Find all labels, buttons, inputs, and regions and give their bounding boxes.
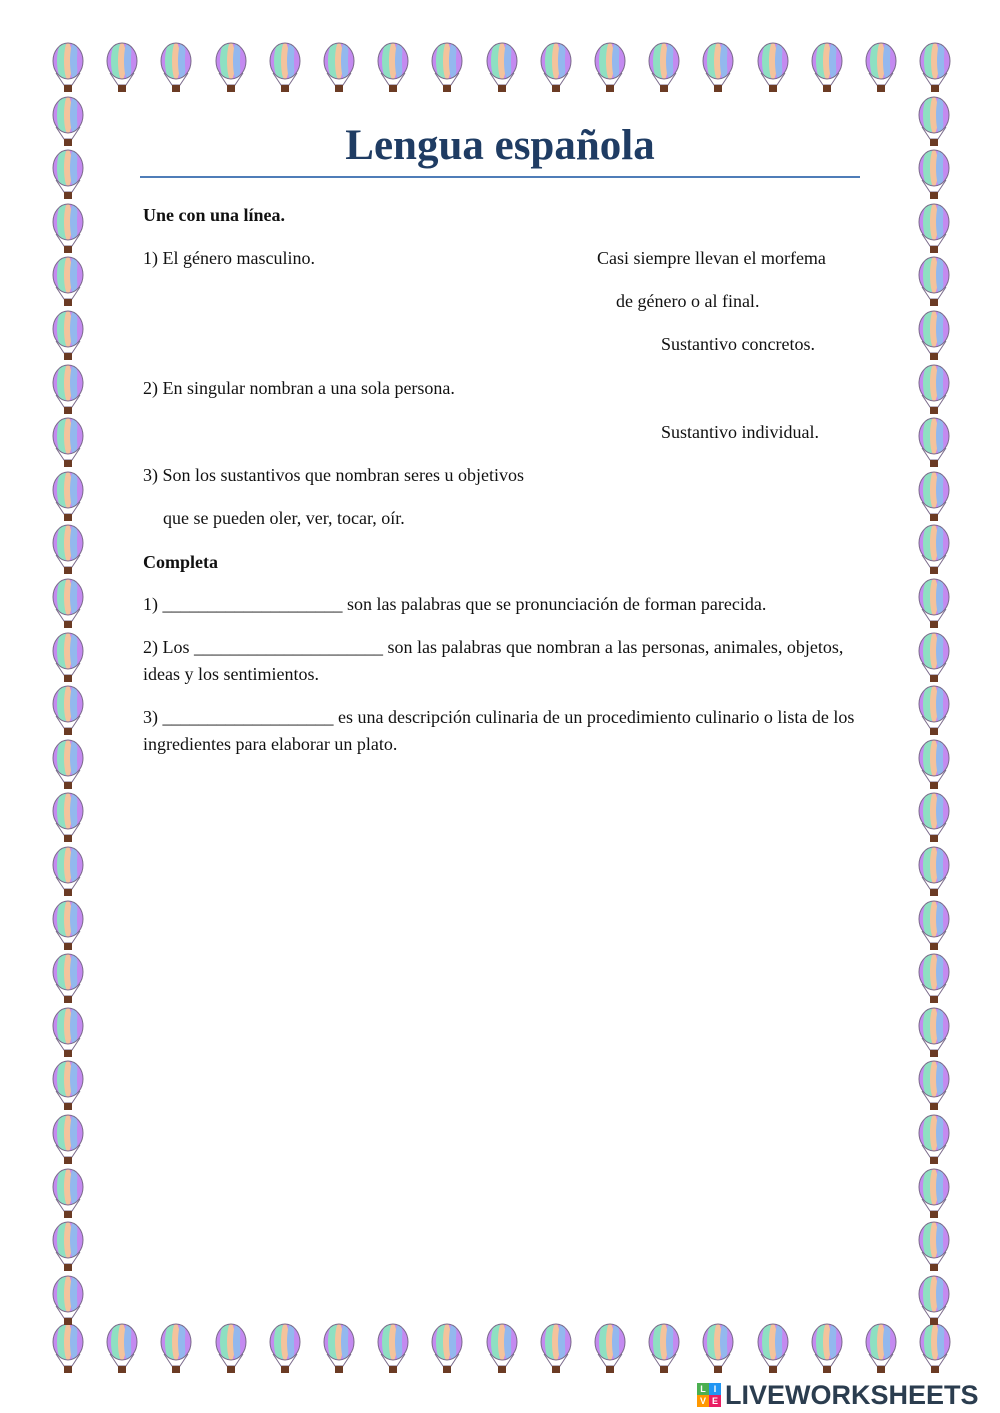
hot-air-balloon-icon (51, 1168, 85, 1224)
match-right-item-2: Sustantivo concretos. (661, 334, 815, 354)
hot-air-balloon-icon (51, 203, 85, 259)
section-heading-completa: Completa (143, 552, 218, 572)
match-left-item-3: 3) Son los sustantivos que nombran seres u objetivos (143, 465, 524, 485)
hot-air-balloon-icon (51, 1221, 85, 1277)
hot-air-balloon-icon (51, 256, 85, 312)
liveworksheets-logo-icon (697, 1383, 721, 1407)
fill-blank-item-2: 2) Los _____________________ son las palabras que nombran a las personas, animales, objetos, ideas y los sentimientos. (143, 637, 844, 684)
hot-air-balloon-icon (864, 42, 898, 98)
hot-air-balloon-icon (322, 42, 356, 98)
hot-air-balloon-icon (159, 1323, 193, 1379)
hot-air-balloon-icon (917, 1114, 951, 1170)
title-underline (140, 176, 860, 178)
hot-air-balloon-icon (485, 1323, 519, 1379)
hot-air-balloon-icon (51, 578, 85, 634)
hot-air-balloon-icon (593, 42, 627, 98)
hot-air-balloon-icon (647, 42, 681, 98)
hot-air-balloon-icon (51, 417, 85, 473)
hot-air-balloon-icon (539, 1323, 573, 1379)
hot-air-balloon-icon (51, 471, 85, 527)
fill-blank-item-3: 3) ___________________ es una descripción culinaria de un procedimiento culinario o lista de los ingredientes para elaborar un plato. (143, 707, 855, 754)
hot-air-balloon-icon (917, 792, 951, 848)
hot-air-balloon-icon (917, 203, 951, 259)
hot-air-balloon-icon (51, 846, 85, 902)
hot-air-balloon-icon (917, 739, 951, 795)
hot-air-balloon-icon (756, 42, 790, 98)
hot-air-balloon-icon (917, 256, 951, 312)
hot-air-balloon-icon (917, 364, 951, 420)
hot-air-balloon-icon (701, 42, 735, 98)
hot-air-balloon-icon (51, 1275, 85, 1331)
fill-blank-item-1: 1) ____________________ son las palabras que se pronunciación de forman parecida. (143, 594, 767, 614)
hot-air-balloon-icon (810, 1323, 844, 1379)
hot-air-balloon-icon (51, 685, 85, 741)
hot-air-balloon-icon (105, 42, 139, 98)
hot-air-balloon-icon (51, 310, 85, 366)
hot-air-balloon-icon (918, 42, 952, 98)
hot-air-balloon-icon (917, 846, 951, 902)
logo-letter-e: E (709, 1395, 721, 1407)
hot-air-balloon-icon (51, 1060, 85, 1116)
hot-air-balloon-icon (917, 685, 951, 741)
hot-air-balloon-icon (268, 1323, 302, 1379)
hot-air-balloon-icon (917, 578, 951, 634)
hot-air-balloon-icon (51, 632, 85, 688)
hot-air-balloon-icon (105, 1323, 139, 1379)
hot-air-balloon-icon (159, 42, 193, 98)
hot-air-balloon-icon (51, 96, 85, 152)
hot-air-balloon-icon (701, 1323, 735, 1379)
logo-letter-v: V (697, 1395, 709, 1407)
match-right-item-3: Sustantivo individual. (661, 422, 820, 442)
hot-air-balloon-icon (918, 1323, 952, 1379)
liveworksheets-watermark (697, 1377, 979, 1413)
hot-air-balloon-icon (917, 1007, 951, 1063)
hot-air-balloon-icon (917, 417, 951, 473)
hot-air-balloon-icon (376, 42, 410, 98)
hot-air-balloon-icon (647, 1323, 681, 1379)
hot-air-balloon-icon (917, 953, 951, 1009)
hot-air-balloon-icon (810, 42, 844, 98)
hot-air-balloon-icon (51, 1007, 85, 1063)
logo-letter-l: L (697, 1383, 709, 1395)
hot-air-balloon-icon (917, 524, 951, 580)
hot-air-balloon-icon (917, 149, 951, 205)
hot-air-balloon-icon (214, 42, 248, 98)
match-left-item-2: 2) En singular nombran a una sola persona. (143, 378, 455, 398)
match-left-item-1: 1) El género masculino. (143, 248, 315, 268)
match-right-item-1: Casi siempre llevan el morfema (597, 248, 826, 268)
hot-air-balloon-icon (756, 1323, 790, 1379)
hot-air-balloon-icon (917, 471, 951, 527)
hot-air-balloon-icon (51, 953, 85, 1009)
hot-air-balloon-icon (917, 1168, 951, 1224)
hot-air-balloon-icon (51, 364, 85, 420)
hot-air-balloon-icon (51, 149, 85, 205)
hot-air-balloon-icon (51, 42, 85, 98)
hot-air-balloon-icon (917, 632, 951, 688)
hot-air-balloon-icon (864, 1323, 898, 1379)
hot-air-balloon-icon (51, 792, 85, 848)
page-title: Lengua española (345, 122, 655, 169)
hot-air-balloon-icon (51, 524, 85, 580)
hot-air-balloon-icon (539, 42, 573, 98)
hot-air-balloon-icon (268, 42, 302, 98)
hot-air-balloon-icon (51, 1114, 85, 1170)
hot-air-balloon-icon (593, 1323, 627, 1379)
match-left-item-3-cont: que se pueden oler, ver, tocar, oír. (163, 508, 405, 528)
logo-letter-i: I (709, 1383, 721, 1395)
hot-air-balloon-icon (917, 96, 951, 152)
hot-air-balloon-icon (51, 1323, 85, 1379)
hot-air-balloon-icon (51, 900, 85, 956)
hot-air-balloon-icon (430, 1323, 464, 1379)
hot-air-balloon-icon (485, 42, 519, 98)
hot-air-balloon-icon (376, 1323, 410, 1379)
hot-air-balloon-icon (322, 1323, 356, 1379)
hot-air-balloon-icon (917, 1275, 951, 1331)
hot-air-balloon-icon (917, 900, 951, 956)
hot-air-balloon-icon (214, 1323, 248, 1379)
hot-air-balloon-icon (917, 310, 951, 366)
match-right-item-1-cont: de género o al final. (616, 291, 760, 311)
hot-air-balloon-icon (917, 1221, 951, 1277)
liveworksheets-wordmark: LIVEWORKSHEETS (725, 1379, 979, 1410)
hot-air-balloon-icon (51, 739, 85, 795)
section-heading-une: Une con una línea. (143, 205, 286, 225)
hot-air-balloon-icon (430, 42, 464, 98)
hot-air-balloon-icon (917, 1060, 951, 1116)
